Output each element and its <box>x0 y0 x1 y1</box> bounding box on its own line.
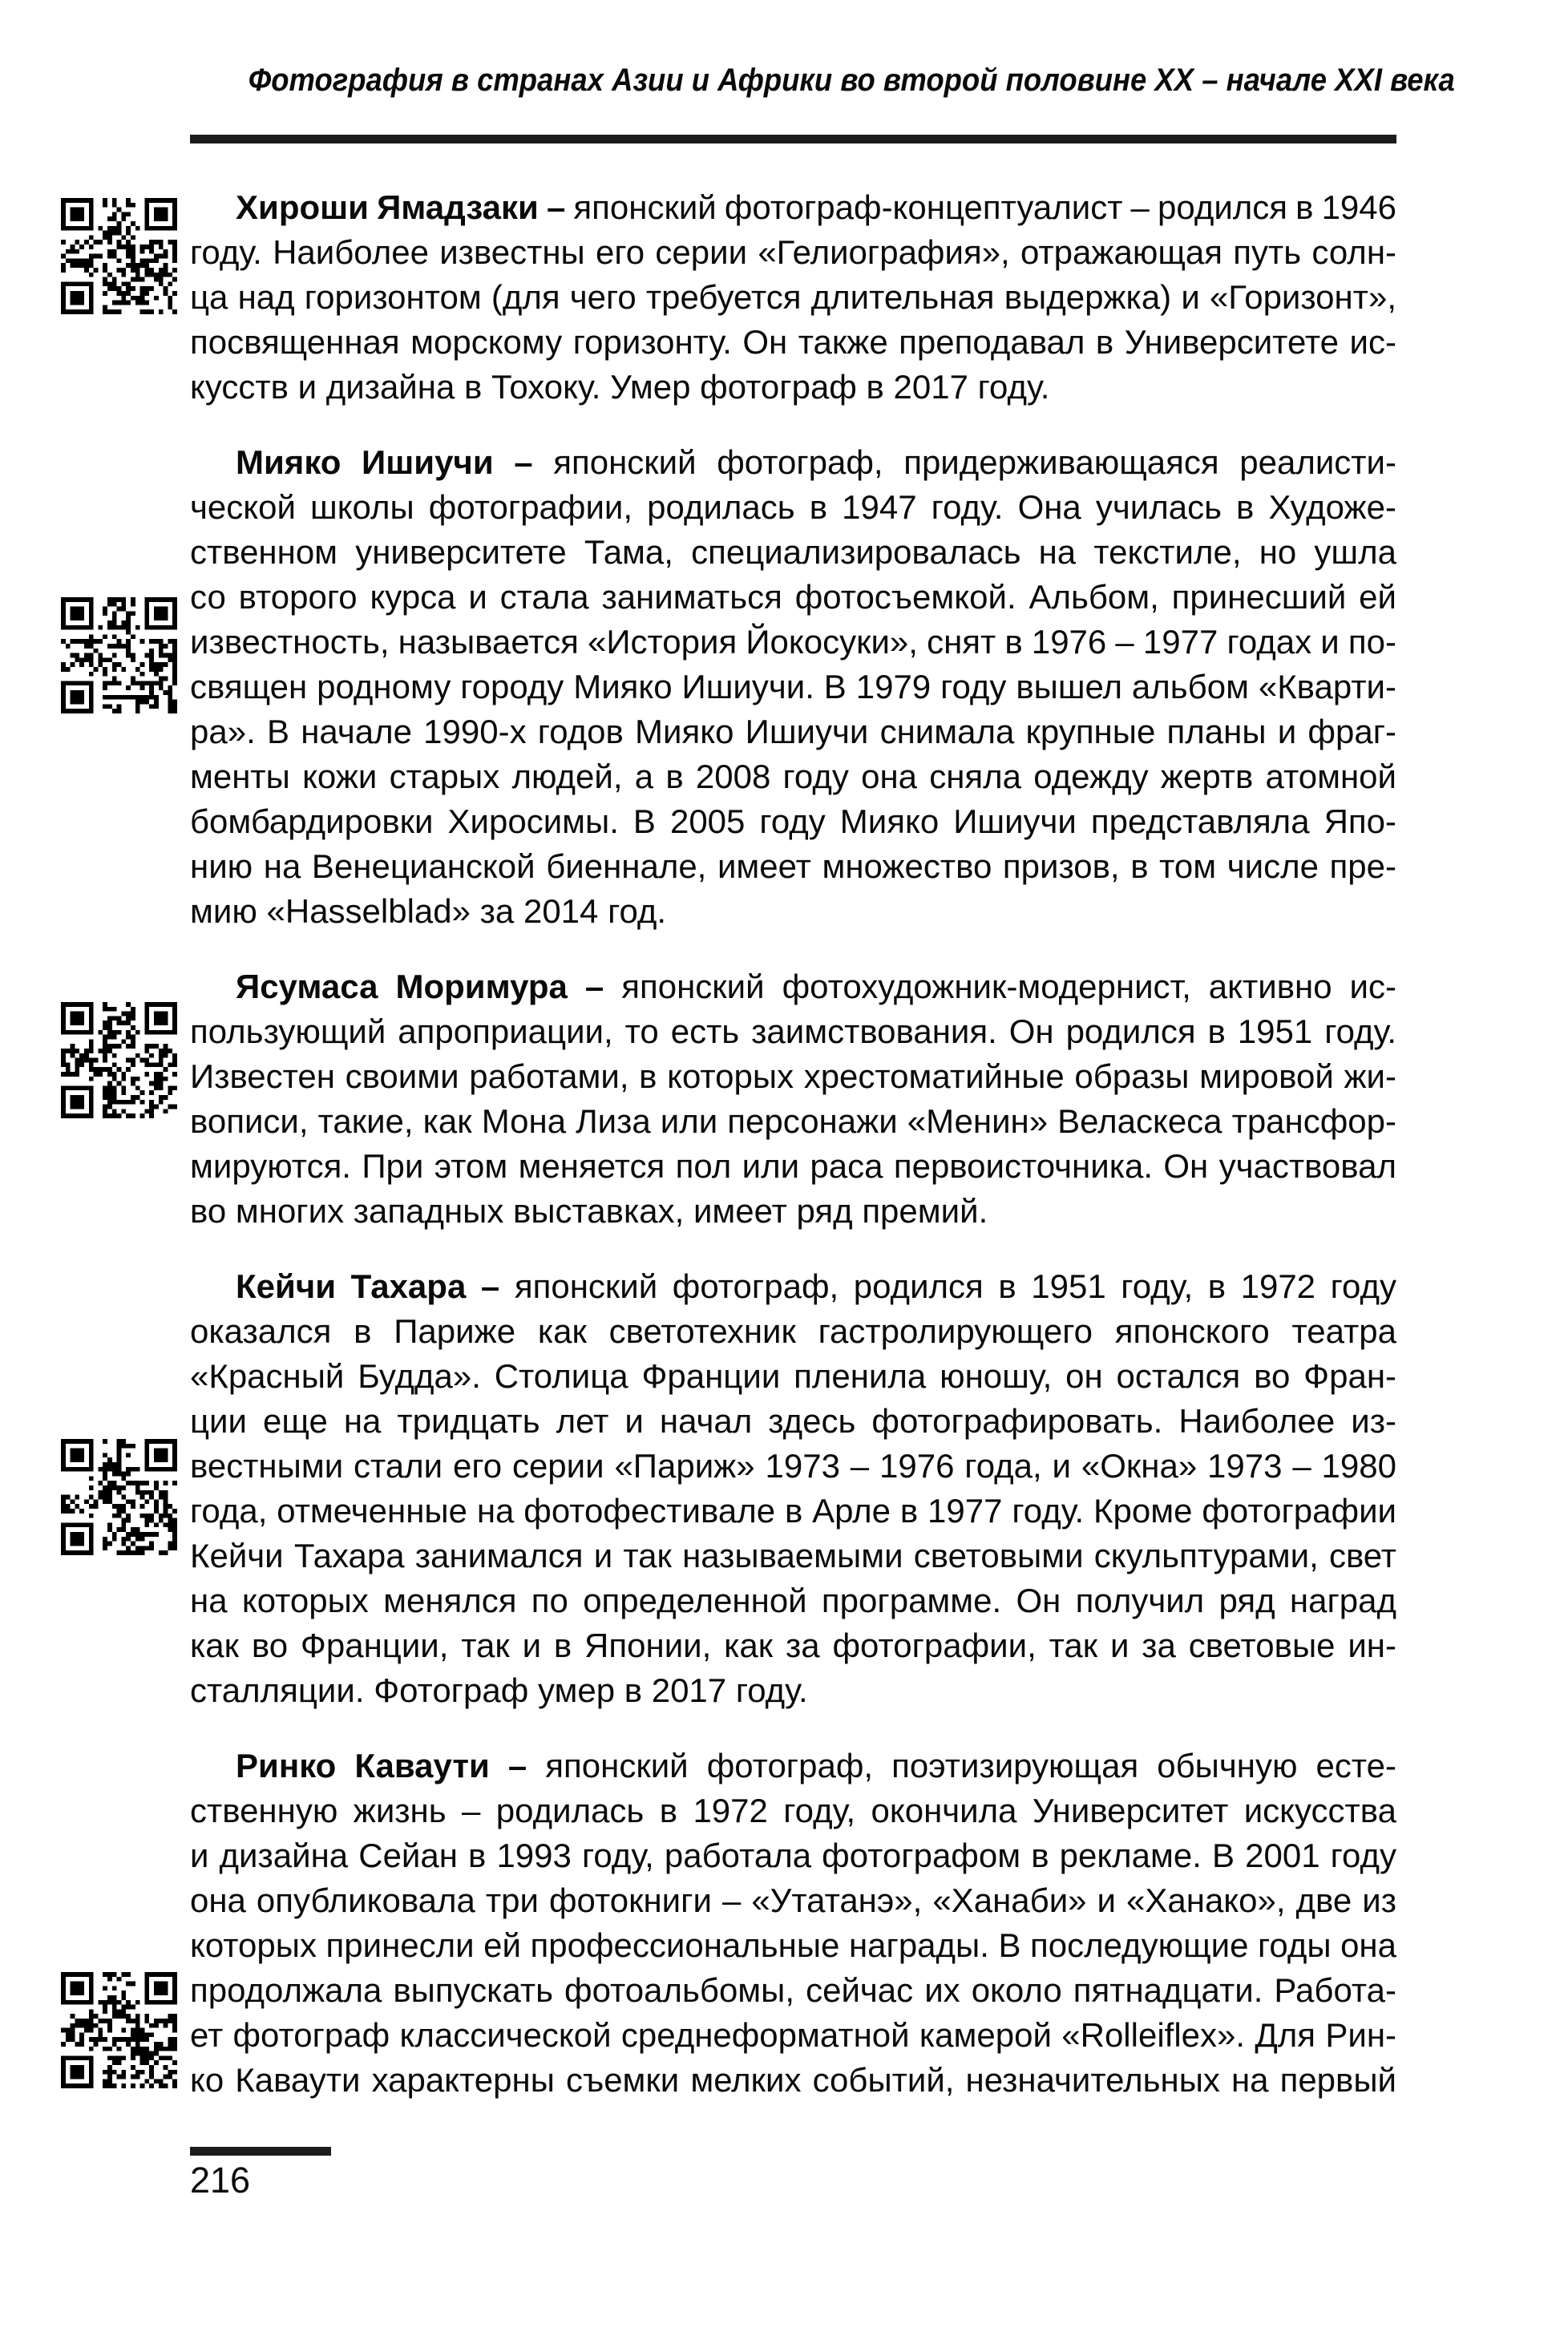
paragraph-keiichi-tahara <box>190 1264 1396 1713</box>
text-column <box>190 185 1396 2133</box>
text-line-content: ственную жизнь – родилась в 1972 году, окончила Университет искусства <box>190 1792 1396 1829</box>
text-line <box>190 1923 1396 1968</box>
text-line-content: известность, называется «История Йокосуки», снят в 1976 – 1977 годах и по- <box>190 623 1396 661</box>
paragraph-yasumasa-morimura <box>190 964 1396 1234</box>
first-line-indent <box>190 1297 236 1298</box>
text-line-content: нию на Венецианской биеннале, имеет множество призов, в том числе пре- <box>190 847 1396 885</box>
text-line-content: во многих западных выставках, имеет ряд премий. <box>190 1192 988 1230</box>
text-line-content: посвященная морскому горизонту. Он также преподавал в Университете ис- <box>190 323 1396 361</box>
text-line-content: ственном университете Тама, специализировалась на текстиле, но ушла <box>190 533 1396 571</box>
text-line-content: сталляции. Фотограф умер в 2017 году. <box>190 1671 808 1709</box>
text-line-content: ции еще на тридцать лет и начал здесь фотографировать. Наиболее из- <box>190 1402 1396 1440</box>
text-line <box>190 230 1396 275</box>
text-line <box>190 1399 1396 1444</box>
text-line-content: менты кожи старых людей, а в 2008 году она сняла одежду жертв атомной <box>190 758 1396 795</box>
text-line-content: Кейчи Тахара – японский фотограф, родился в 1951 году, в 1972 году <box>236 1267 1396 1305</box>
qr-code <box>61 1002 177 1118</box>
text-line-content: как во Франции, так и в Японии, как за фотографии, так и за световые ин- <box>190 1627 1396 1664</box>
text-line <box>190 1264 1396 1309</box>
text-line-content: Кейчи Тахара занимался и так называемыми световыми скульптурами, свет <box>190 1537 1396 1574</box>
text-line-content: продолжала выпускать фотоальбомы, сейчас их около пятнадцати. Работа- <box>190 1971 1396 2009</box>
text-line-content: году. Наиболее известны его серии «Гелиография», отражающая путь солн- <box>190 233 1396 271</box>
text-line-content: Мияко Ишиучи – японский фотограф, придерживающаяся реалисти- <box>236 443 1396 481</box>
text-line <box>190 575 1396 620</box>
text-line <box>190 620 1396 665</box>
text-line <box>190 1144 1396 1189</box>
text-line-content: мию «Hasselblad» за 2014 год. <box>190 892 667 930</box>
paragraph-rinko-kawauchi <box>190 1744 1396 2103</box>
footer-rule <box>190 2147 331 2156</box>
person-name: Мияко Ишиучи – <box>236 443 533 481</box>
text-line-content: года, отмеченные на фотофестивале в Арле в 1977 году. Кроме фотографии <box>190 1492 1396 1530</box>
text-line <box>190 1668 1396 1713</box>
paragraph-miyako-ishiuchi <box>190 440 1396 934</box>
person-name: Кейчи Тахара – <box>236 1267 500 1305</box>
qr-code <box>61 198 177 314</box>
text-line-content: она опубликовала три фотокниги – «Утатанэ», «Ханаби» и «Ханако», две из <box>190 1881 1396 1919</box>
text-line-content: ра». В начале 1990-х годов Мияко Ишиучи снимала крупные планы и фраг- <box>190 713 1396 750</box>
text-line-content: Известен своими работами, в которых хрестоматийные образы мировой жи- <box>190 1057 1396 1095</box>
text-line <box>190 320 1396 365</box>
text-line-content: ца над горизонтом (для чего требуется длительная выдержка) и «Горизонт», <box>190 278 1396 316</box>
text-line <box>190 1054 1396 1099</box>
text-line-content: священ родному городу Мияко Ишиучи. В 1979 году вышел альбом «Кварти- <box>190 668 1396 705</box>
text-line-content: «Красный Будда». Столица Франции пленила юношу, он остался во Фран- <box>190 1357 1396 1395</box>
text-line-content: Ринко Каваути – японский фотограф, поэтизирующая обычную есте- <box>236 1747 1396 1784</box>
text-line-content: пользующий апроприации, то есть заимствования. Он родился в 1951 году. <box>190 1012 1396 1050</box>
text-line <box>190 1578 1396 1623</box>
text-line <box>190 485 1396 530</box>
qr-code <box>61 597 177 713</box>
text-line <box>190 964 1396 1009</box>
first-line-indent <box>190 473 236 474</box>
text-line-content: вестными стали его серии «Париж» 1973 – 1976 года, и «Окна» 1973 – 1980 <box>190 1447 1396 1485</box>
text-line <box>190 1534 1396 1578</box>
text-line <box>190 365 1396 410</box>
text-line-content: Ясумаса Моримура – японский фотохудожник-модернист, активно ис- <box>236 968 1396 1005</box>
text-line <box>190 2013 1396 2058</box>
text-line-content: Хироши Ямадзаки – японский фотограф-концептуалист – родился в 1946 <box>236 188 1397 226</box>
person-name: Ринко Каваути – <box>236 1747 527 1784</box>
text-line <box>190 185 1396 230</box>
qr-code <box>61 1972 177 2088</box>
text-line-content: ческой школы фотографии, родилась в 1947 году. Она училась в Художе- <box>190 488 1396 526</box>
text-line <box>190 440 1396 485</box>
first-line-indent <box>190 1776 236 1777</box>
running-header <box>190 59 1455 101</box>
text-line <box>190 709 1396 754</box>
header-rule <box>190 135 1396 143</box>
text-line-content: вописи, такие, как Мона Лиза или персонажи «Менин» Веласкеса трансфор- <box>190 1102 1396 1140</box>
text-line <box>190 1878 1396 1923</box>
text-line <box>190 799 1396 844</box>
text-line-content: оказался в Париже как светотехник гастролирующего японского театра <box>190 1312 1396 1350</box>
text-line <box>190 1099 1396 1144</box>
text-line <box>190 1788 1396 1833</box>
text-line <box>190 1744 1396 1788</box>
text-line-content: мируются. При этом меняется пол или раса первоисточника. Он участвовал <box>190 1147 1396 1185</box>
text-line <box>190 1444 1396 1489</box>
text-line <box>190 530 1396 575</box>
text-line <box>190 1354 1396 1399</box>
text-line <box>190 1189 1396 1234</box>
text-line <box>190 275 1396 320</box>
person-name: Хироши Ямадзаки – <box>236 188 566 226</box>
text-line <box>190 665 1396 709</box>
text-line-content: со второго курса и стала заниматься фотосъемкой. Альбом, принесший ей <box>190 578 1396 616</box>
first-line-indent <box>190 218 236 219</box>
text-line-content: на которых менялся по определенной программе. Он получил ряд наград <box>190 1582 1396 1619</box>
text-line <box>190 2058 1396 2103</box>
text-line <box>190 844 1396 889</box>
text-line-content: бомбардировки Хиросимы. В 2005 году Мияко Ишиучи представляла Япо- <box>190 802 1396 840</box>
first-line-indent <box>190 997 236 998</box>
text-line <box>190 1009 1396 1054</box>
text-line-content: ко Каваути характерны съемки мелких событий, незначительных на первый <box>190 2061 1396 2099</box>
text-line-content: которых принесли ей профессиональные награды. В последующие годы она <box>190 1926 1396 1964</box>
text-line <box>190 1968 1396 2013</box>
text-line <box>190 1489 1396 1534</box>
running-header-text: Фотография в странах Азии и Африки во второй половине XX – начале XXI века <box>248 63 1455 98</box>
text-line <box>190 1309 1396 1354</box>
text-line <box>190 889 1396 934</box>
text-line-content: кусств и дизайна в Тохоку. Умер фотограф в 2017 году. <box>190 368 1050 406</box>
person-name: Ясумаса Моримура – <box>236 968 604 1005</box>
text-line <box>190 754 1396 799</box>
text-line <box>190 1623 1396 1668</box>
paragraph-hiroshi-yamazaki <box>190 185 1396 410</box>
page-number: 216 <box>190 2160 251 2201</box>
text-line <box>190 1833 1396 1878</box>
qr-code <box>61 1439 177 1555</box>
text-line-content: и дизайна Сейан в 1993 году, работала фотографом в рекламе. В 2001 году <box>190 1837 1396 1874</box>
text-line-content: ет фотограф классической среднеформатной камерой «Rolleiflex». Для Рин- <box>190 2016 1396 2054</box>
